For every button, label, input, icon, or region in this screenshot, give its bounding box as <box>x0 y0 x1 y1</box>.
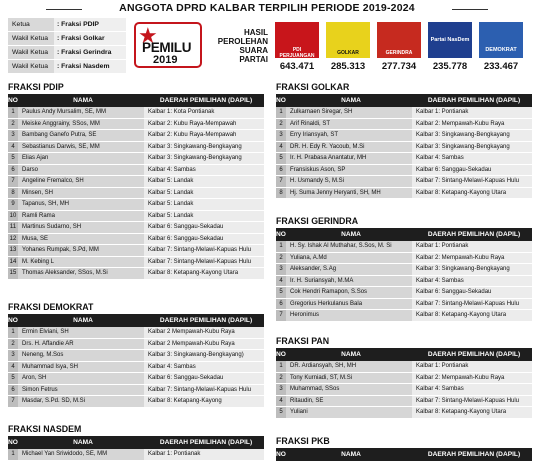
table-row <box>8 187 264 199</box>
table-row <box>8 130 264 142</box>
section-title: FRAKSI NASDEM <box>8 424 82 434</box>
section-title: FRAKSI PDIP <box>8 82 64 92</box>
row-number: 4 <box>8 141 18 153</box>
table-row <box>276 310 532 322</box>
member-name: Martinus Sudarno, SH <box>18 222 144 234</box>
section-fraksi-gerindra <box>276 214 532 322</box>
member-name: Ir. H. Suriansyah, M.MA <box>286 275 412 287</box>
leader-row <box>8 60 126 73</box>
member-name: Ir. H. Prabasa Anantatur, MH <box>286 153 412 165</box>
leader-row <box>8 46 126 59</box>
table-row <box>8 327 264 338</box>
row-number: 7 <box>276 176 286 188</box>
row-number: 2 <box>8 118 18 130</box>
row-number: 1 <box>8 107 18 118</box>
member-name: Sebastianus Darwis, SE, MM <box>18 141 144 153</box>
row-number: 5 <box>276 153 286 165</box>
member-name: Neneng, M.Sos <box>18 350 144 362</box>
member-name: Ramli Rama <box>18 210 144 222</box>
table-row <box>276 384 532 396</box>
row-number: 2 <box>276 118 286 130</box>
row-number: 12 <box>8 233 18 245</box>
member-dapil: Kalbar 7: Sintang-Melawi-Kapuas Hulu <box>412 395 532 407</box>
star-icon: ★ <box>138 23 158 48</box>
member-dapil: Kalbar 3: Singkawang-Bengkayang <box>144 153 264 165</box>
member-name: Muhammad Isya, SH <box>18 361 144 373</box>
section-title: FRAKSI DEMOKRAT <box>8 302 94 312</box>
vote-results-line: PEROLEHAN <box>217 37 268 46</box>
vote-results-line: HASIL <box>244 28 268 37</box>
member-name: Erry Iriansyah, ST <box>286 130 412 142</box>
member-dapil: Kalbar 5: Landak <box>144 176 264 188</box>
member-name: Yuliani <box>286 407 412 419</box>
pdip-logo-icon <box>275 22 319 58</box>
member-name: Cok Hendri Ramapon, S.Sos <box>286 287 412 299</box>
member-dapil: Kalbar 3: Singkawang-Bengkayang <box>412 130 532 142</box>
column-header-no: NO <box>276 94 286 107</box>
party-result-nasdem <box>428 22 472 72</box>
member-dapil: Kalbar 5: Landak <box>144 187 264 199</box>
members-table <box>8 314 264 408</box>
row-number: 2 <box>276 372 286 384</box>
table-row <box>276 141 532 153</box>
member-dapil: Kalbar 2: Kubu Raya-Mempawah <box>144 118 264 130</box>
member-name: H. Usmandy S, M.Si <box>286 176 412 188</box>
member-dapil: Kalbar 8: Ketapang-Kayong Utara <box>412 310 532 322</box>
members-table <box>276 348 532 419</box>
table-row <box>8 268 264 280</box>
row-number: 5 <box>276 287 286 299</box>
member-dapil: Kalbar 4: Sambas <box>412 384 532 396</box>
table-row <box>276 361 532 372</box>
row-number: 8 <box>276 187 286 199</box>
party-logo-text: DEMOKRAT <box>485 47 517 53</box>
member-dapil: Kalbar 8: Ketapang-Kayong Utara <box>412 187 532 199</box>
row-number: 3 <box>276 264 286 276</box>
row-number: 6 <box>8 384 18 396</box>
members-table <box>276 94 532 199</box>
member-dapil: Kalbar 2: Mempawah-Kubu Raya <box>412 118 532 130</box>
leader-role: Wakil Ketua <box>8 32 54 45</box>
logo-word: PEMILU <box>142 40 192 55</box>
table-row <box>8 449 264 460</box>
member-dapil: Kalbar 6: Sanggau-Sekadau <box>144 233 264 245</box>
row-number: 10 <box>8 210 18 222</box>
member-dapil: Kalbar 2: Kubu Raya-Mempawah <box>144 130 264 142</box>
table-row <box>276 407 532 419</box>
vote-results-line: PARTAI <box>239 55 268 64</box>
row-number: 3 <box>8 130 18 142</box>
member-dapil: Kalbar 4: Sambas <box>144 164 264 176</box>
table-row <box>8 141 264 153</box>
section-title: FRAKSI PKB <box>276 436 330 446</box>
leader-value: : Fraksi PDIP <box>54 18 126 31</box>
leader-row <box>8 32 126 45</box>
member-dapil: Kalbar 1: Pontianak <box>412 107 532 118</box>
column-header-nama: NAMA <box>18 314 144 327</box>
member-name: Ermin Elviani, SH <box>18 327 144 338</box>
table-row <box>8 361 264 373</box>
party-votes: 285.313 <box>330 61 366 72</box>
row-number: 15 <box>8 268 18 280</box>
table-row <box>8 199 264 211</box>
party-result-golkar <box>326 22 370 72</box>
table-row <box>276 176 532 188</box>
table-row <box>276 241 532 252</box>
section-title: FRAKSI PAN <box>276 336 330 346</box>
party-logo-text: GERINDRA <box>385 50 413 56</box>
nasdem-logo-icon <box>428 22 472 58</box>
table-header-row <box>276 228 532 241</box>
table-row <box>8 384 264 396</box>
vote-results-label <box>204 28 268 64</box>
member-name: Zulkarnaen Siregar, SH <box>286 107 412 118</box>
party-result-gerindra <box>377 22 421 72</box>
table-row <box>8 176 264 188</box>
column-header-no: NO <box>8 436 18 449</box>
member-dapil: Kalbar 1: Pontianak <box>412 361 532 372</box>
column-header-dapil: DAERAH PEMILIHAN (DAPIL) <box>412 348 532 361</box>
golkar-logo-icon <box>326 22 370 58</box>
vote-results-line: SUARA <box>239 46 268 55</box>
member-name: Arif Rinaldi, ST <box>286 118 412 130</box>
table-header-row <box>8 436 264 449</box>
column-header-nama: NAMA <box>286 348 412 361</box>
section-title: FRAKSI GOLKAR <box>276 82 350 92</box>
member-dapil: Kalbar 4: Sambas <box>412 153 532 165</box>
member-dapil: Kalbar 5: Landak <box>144 199 264 211</box>
table-row <box>8 153 264 165</box>
leader-value: : Fraksi Nasdem <box>54 60 126 73</box>
table-row <box>276 252 532 264</box>
member-name: Fransiskus Ason, SP <box>286 164 412 176</box>
row-number: 1 <box>276 361 286 372</box>
column-header-nama: NAMA <box>18 94 144 107</box>
table-row <box>8 210 264 222</box>
members-table <box>8 436 264 461</box>
member-dapil: Kalbar 7: Sintang-Melawi-Kapuas Hulu <box>144 245 264 257</box>
section-fraksi-pkb <box>276 434 532 461</box>
member-name: Heronimus <box>286 310 412 322</box>
member-dapil: Kalbar 8: Ketapang-Kayong Utara <box>144 268 264 280</box>
member-name: Darso <box>18 164 144 176</box>
table-row <box>8 118 264 130</box>
table-row <box>276 107 532 118</box>
member-name: Tony Kurniadi, ST, M.Si <box>286 372 412 384</box>
row-number: 2 <box>8 338 18 350</box>
member-name: Hj. Suma Jenny Heryanti, SH, MH <box>286 187 412 199</box>
column-header-no: NO <box>276 228 286 241</box>
column-header-nama: NAMA <box>286 94 412 107</box>
party-logo-text: GOLKAR <box>337 50 359 56</box>
member-name: Masdar, S.Pd. SD, M.Si <box>18 396 144 408</box>
party-votes: 233.467 <box>483 61 519 72</box>
row-number: 6 <box>276 298 286 310</box>
table-row <box>8 350 264 362</box>
table-header-row <box>8 94 264 107</box>
row-number: 1 <box>8 449 18 460</box>
member-dapil: Kalbar 6: Sanggau-Sekadau <box>144 222 264 234</box>
member-name: Gregorius Herkulanus Bala <box>286 298 412 310</box>
column-header-no: NO <box>276 448 286 461</box>
members-table <box>276 228 532 322</box>
row-number: 7 <box>8 176 18 188</box>
member-name: Meiske Anggrainy, SSos, MM <box>18 118 144 130</box>
page-title: ANGGOTA DPRD KALBAR TERPILIH PERIODE 2019-2024 <box>0 2 534 16</box>
table-row <box>276 264 532 276</box>
member-dapil: Kalbar 7: Sintang-Melawi-Kapuas Hulu <box>412 176 532 188</box>
member-dapil: Kalbar 8: Ketapang-Kayong <box>144 396 264 408</box>
member-dapil: Kalbar 2 Mempawah-Kubu Raya <box>144 327 264 338</box>
leader-value: : Fraksi Gerindra <box>54 46 126 59</box>
table-row <box>8 222 264 234</box>
member-dapil: Kalbar 2 Mempawah-Kubu Raya <box>144 338 264 350</box>
leader-role: Wakil Ketua <box>8 60 54 73</box>
row-number: 7 <box>8 396 18 408</box>
row-number: 4 <box>276 275 286 287</box>
row-number: 13 <box>8 245 18 257</box>
row-number: 5 <box>8 373 18 385</box>
table-header-row <box>276 448 532 461</box>
row-number: 4 <box>276 141 286 153</box>
table-row <box>8 338 264 350</box>
table-row <box>276 298 532 310</box>
member-name: Ritaudin, SE <box>286 395 412 407</box>
leadership-list <box>8 18 126 74</box>
member-name: Musa, SE <box>18 233 144 245</box>
member-dapil: Kalbar 8: Ketapang-Kayong Utara <box>412 407 532 419</box>
demokrat-logo-icon <box>479 22 523 58</box>
table-row <box>8 245 264 257</box>
member-name: Elias Ajan <box>18 153 144 165</box>
table-row <box>276 395 532 407</box>
logo-year: 2019 <box>153 54 178 66</box>
table-header-row <box>276 94 532 107</box>
member-name: H. Sy. Ishak Al Muthahar, S.Sos, M. Si <box>286 241 412 252</box>
members-table <box>276 448 532 461</box>
party-result-pdip <box>275 22 319 72</box>
column-header-dapil: DAERAH PEMILIHAN (DAPIL) <box>412 94 532 107</box>
table-row <box>8 396 264 408</box>
column-header-nama: NAMA <box>286 448 412 461</box>
member-dapil: Kalbar 6: Sanggau-Sekadau <box>412 164 532 176</box>
member-name: Minsen, SH <box>18 187 144 199</box>
section-fraksi-nasdem <box>8 422 264 461</box>
row-number: 1 <box>276 241 286 252</box>
table-row <box>276 372 532 384</box>
party-votes: 643.471 <box>279 61 315 72</box>
row-number: 9 <box>8 199 18 211</box>
member-name: Aron, SH <box>18 373 144 385</box>
table-row <box>276 130 532 142</box>
party-votes: 277.734 <box>381 61 417 72</box>
section-fraksi-golkar <box>276 80 532 199</box>
leader-row <box>8 18 126 31</box>
row-number: 4 <box>276 395 286 407</box>
table-row <box>8 256 264 268</box>
member-name: Angeline Fremalco, SH <box>18 176 144 188</box>
table-row <box>8 373 264 385</box>
member-dapil: Kalbar 3: Singkawang-Bengkayang <box>144 141 264 153</box>
member-name: Paulus Andy Mursalim, SE, MM <box>18 107 144 118</box>
member-dapil: Kalbar 5: Landak <box>144 210 264 222</box>
member-dapil: Kalbar 3: Singkawang-Bengkayang <box>412 264 532 276</box>
column-header-dapil: DAERAH PEMILIHAN (DAPIL) <box>144 314 264 327</box>
column-header-dapil: DAERAH PEMILIHAN (DAPIL) <box>144 436 264 449</box>
table-row <box>8 233 264 245</box>
row-number: 7 <box>276 310 286 322</box>
party-logo-text: PDI PERJUANGAN <box>279 47 315 59</box>
member-name: Michael Yan Sriwidodo, SE, MM <box>18 449 144 460</box>
column-header-nama: NAMA <box>18 436 144 449</box>
member-dapil: Kalbar 7: Sintang-Melawi-Kapuas Hulu <box>144 384 264 396</box>
member-dapil: Kalbar 7: Sintang-Melawi-Kapuas Hulu <box>412 298 532 310</box>
leader-value: : Fraksi Golkar <box>54 32 126 45</box>
section-fraksi-pdip <box>8 80 264 280</box>
member-dapil: Kalbar 3: Singkawang-Bengkayang <box>412 141 532 153</box>
member-name: Yuliana, A.Md <box>286 252 412 264</box>
column-header-no: NO <box>8 314 18 327</box>
member-name: Aleksander, S.Ag <box>286 264 412 276</box>
member-dapil: Kalbar 1: Pontianak <box>412 241 532 252</box>
pemilu-logo <box>134 22 202 68</box>
row-number: 1 <box>276 107 286 118</box>
row-number: 6 <box>8 164 18 176</box>
row-number: 5 <box>8 153 18 165</box>
table-row <box>276 153 532 165</box>
column-header-no: NO <box>276 348 286 361</box>
leader-role: Ketua <box>8 18 54 31</box>
member-name: M. Kebing L <box>18 256 144 268</box>
member-dapil: Kalbar 1: Kota Pontianak <box>144 107 264 118</box>
member-dapil: Kalbar 6: Sanggau-Sekadau <box>412 287 532 299</box>
member-dapil: Kalbar 2: Mempawah-Kubu Raya <box>412 252 532 264</box>
member-name: Yohanes Rumpak, S.Pd, MM <box>18 245 144 257</box>
column-header-dapil: DAERAH PEMILIHAN (DAPIL) <box>144 94 264 107</box>
row-number: 2 <box>276 252 286 264</box>
row-number: 3 <box>276 130 286 142</box>
member-name: Thomas Aleksander, SSos, M.Si <box>18 268 144 280</box>
column-header-dapil: DAERAH PEMILIHAN (DAPIL) <box>412 448 532 461</box>
member-dapil: Kalbar 4: Sambas <box>144 361 264 373</box>
member-name: Bambang Ganefo Putra, SE <box>18 130 144 142</box>
member-dapil: Kalbar 6: Sanggau-Sekadau <box>144 373 264 385</box>
row-number: 4 <box>8 361 18 373</box>
row-number: 8 <box>8 187 18 199</box>
row-number: 5 <box>276 407 286 419</box>
member-name: Simon Fetrus <box>18 384 144 396</box>
member-name: DR. Ardiansyah, SH, MH <box>286 361 412 372</box>
table-row <box>276 275 532 287</box>
column-header-nama: NAMA <box>286 228 412 241</box>
table-row <box>276 187 532 199</box>
table-row <box>8 107 264 118</box>
member-dapil: Kalbar 1: Pontianak <box>144 449 264 460</box>
member-dapil: Kalbar 2: Mempawah-Kubu Raya <box>412 372 532 384</box>
member-name: DR. H. Edy R. Yacoub, M.Si <box>286 141 412 153</box>
member-name: Tapanus, SH, MH <box>18 199 144 211</box>
party-result-demokrat <box>479 22 523 72</box>
member-name: Drs. H. Affandie AR <box>18 338 144 350</box>
row-number: 14 <box>8 256 18 268</box>
row-number: 6 <box>276 164 286 176</box>
column-header-no: NO <box>8 94 18 107</box>
column-header-dapil: DAERAH PEMILIHAN (DAPIL) <box>412 228 532 241</box>
party-votes: 235.778 <box>432 61 468 72</box>
table-row <box>8 164 264 176</box>
member-dapil: Kalbar 3: Singkawang-Bengkayang) <box>144 350 264 362</box>
member-dapil: Kalbar 7: Sintang-Melawi-Kapuas Hulu <box>144 256 264 268</box>
member-dapil: Kalbar 4: Sambas <box>412 275 532 287</box>
leader-role: Wakil Ketua <box>8 46 54 59</box>
members-table <box>8 94 264 280</box>
member-name: Muhammad, SSos <box>286 384 412 396</box>
row-number: 3 <box>8 350 18 362</box>
section-title: FRAKSI GERINDRA <box>276 216 359 226</box>
section-fraksi-pan <box>276 334 532 419</box>
table-header-row <box>8 314 264 327</box>
table-row <box>276 287 532 299</box>
section-fraksi-demokrat <box>8 300 264 408</box>
party-logo-text: Partai NasDem <box>430 37 470 43</box>
gerindra-logo-icon <box>377 22 421 58</box>
table-header-row <box>276 348 532 361</box>
row-number: 1 <box>8 327 18 338</box>
table-row <box>276 164 532 176</box>
table-row <box>276 118 532 130</box>
row-number: 3 <box>276 384 286 396</box>
row-number: 11 <box>8 222 18 234</box>
